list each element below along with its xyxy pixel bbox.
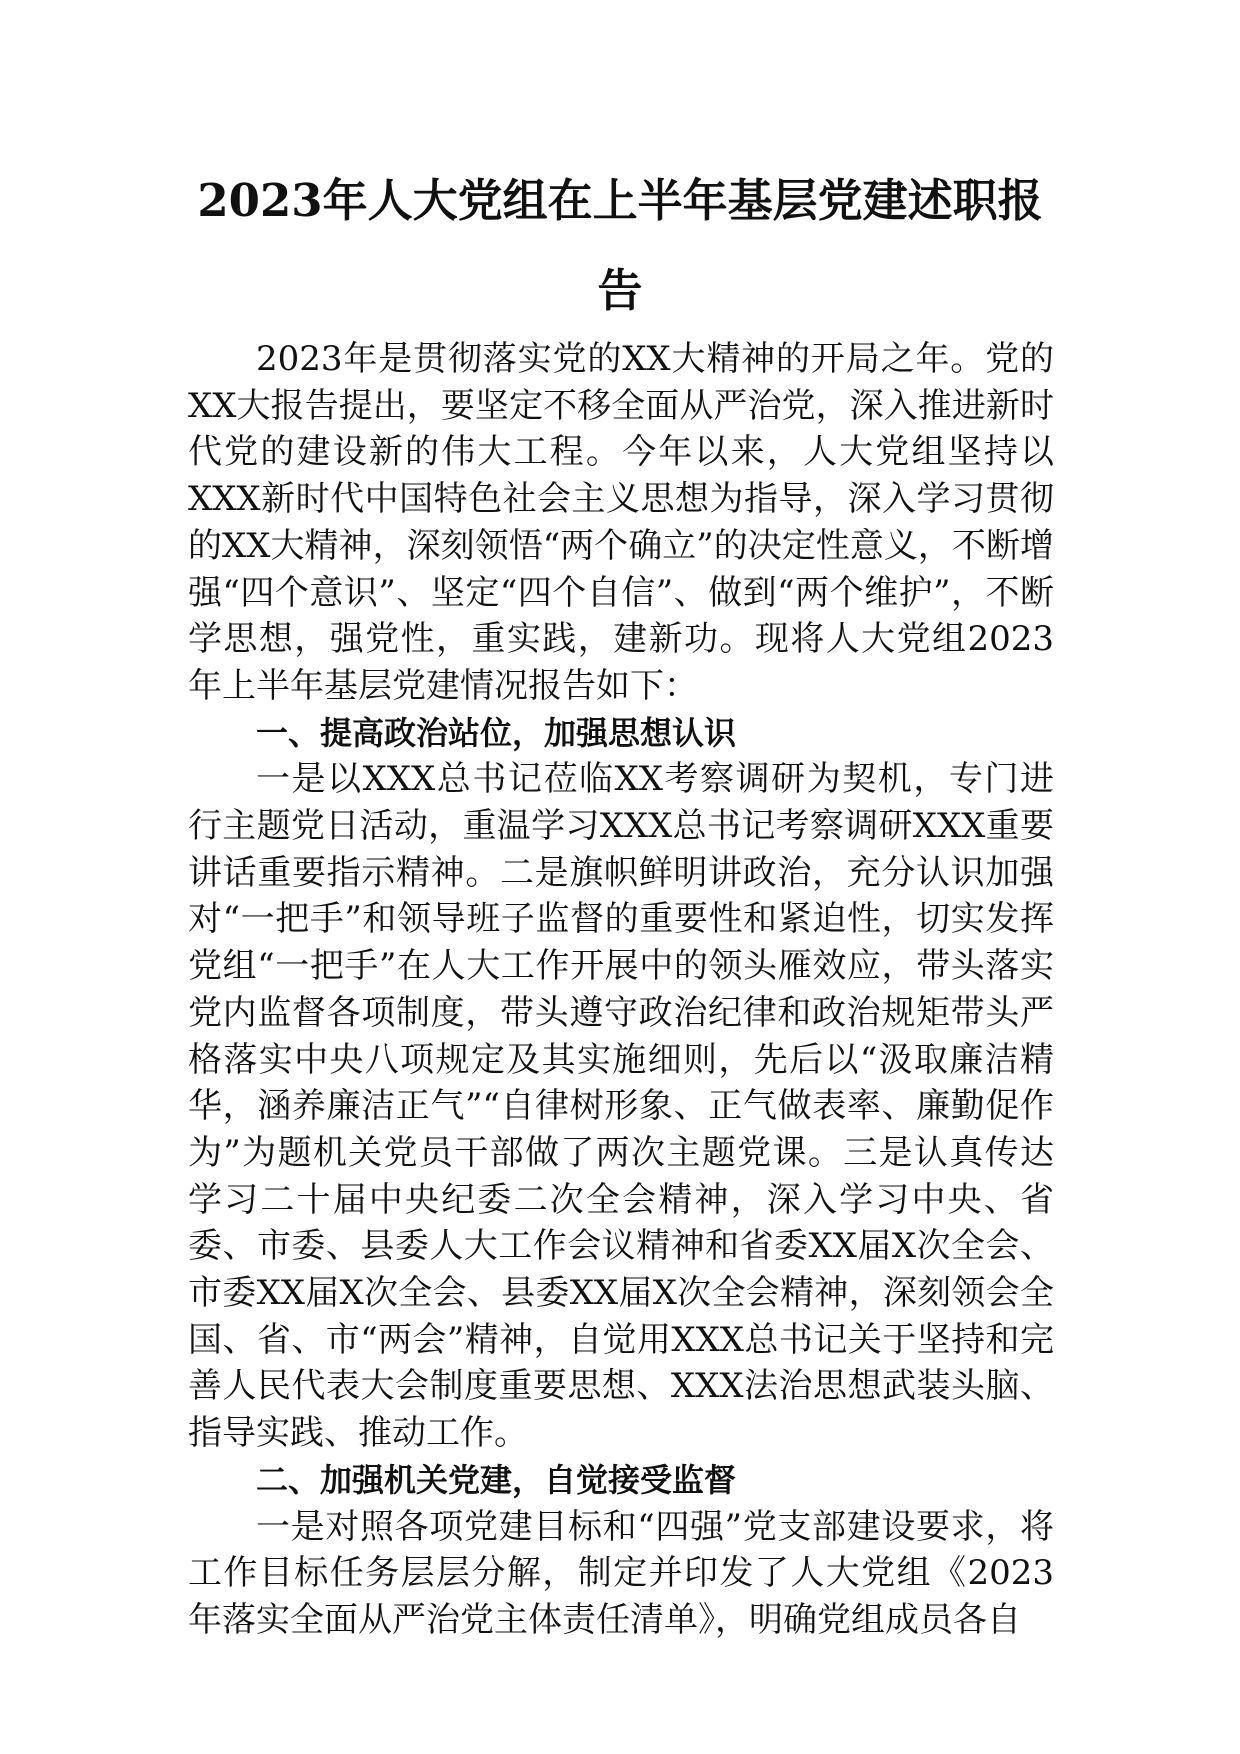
section-2-heading: 二、加强机关党建，自觉接受监督 bbox=[256, 1460, 737, 1499]
intro-paragraph: 2023年是贯彻落实党的XX大精神的开局之年。党的XX大报告提出，要坚定不移全面从严治党，深入推进新时代党的建设新的伟大工程。今年以来，人大党组坚持以XXX新时代中国特色社会主义思想为指导，深入学习贯彻的XX大精神，深刻领悟“两个确立”的决定性意义，不断增强“四个意识”、坚定“四个自信”、做到“两个维护”，不断学思想，强党性，重实践，建新功。现将人大党组2023年上半年基层党建情况报告如下： bbox=[188, 339, 1054, 706]
section-1-heading: 一、提高政治站位，加强思想认识 bbox=[256, 713, 737, 752]
section-2-paragraph: 一是对照各项党建目标和“四强”党支部建设要求，将工作目标任务层层分解，制定并印发了人大党组《2023年落实全面从严治党主体责任清单》，明确党组成员各自 bbox=[188, 1506, 1054, 1640]
document-title-line-2: 告 bbox=[597, 264, 643, 317]
section-1-paragraph: 一是以XXX总书记莅临XX考察调研为契机，专门进行主题党日活动，重温学习XXX总书记考察调研XXX重要讲话重要指示精神。二是旗帜鲜明讲政治，充分认识加强对“一把手”和领导班子监督的重要性和紧迫性，切实发挥党组“一把手”在人大工作开展中的领头雁效应，带头落实党内监督各项制度，带头遵守政治纪律和政治规矩带头严格落实中央八项规定及其实施细则，先后以“汲取廉洁精华，涵养廉洁正气”“自律树形象、正气做表率、廉勤促作为”为题机关党员干部做了两次主题党课。三是认真传达学习二十届中央纪委二次全会精神，深入学习中央、省委、市委、县委人大工作会议精神和省委XX届X次全会、市委XX届X次全会、县委XX届X次全会精神，深刻领会全国、省、市“两会”精神，自觉用XXX总书记关于坚持和完善人民代表大会制度重要思想、XXX法治思想武装头脑、指导实践、推动工作。 bbox=[188, 759, 1054, 1454]
document-body bbox=[188, 336, 1054, 1644]
document-title-line-1: 2023年人大党组在上半年基层党建述职报 bbox=[197, 174, 1043, 227]
